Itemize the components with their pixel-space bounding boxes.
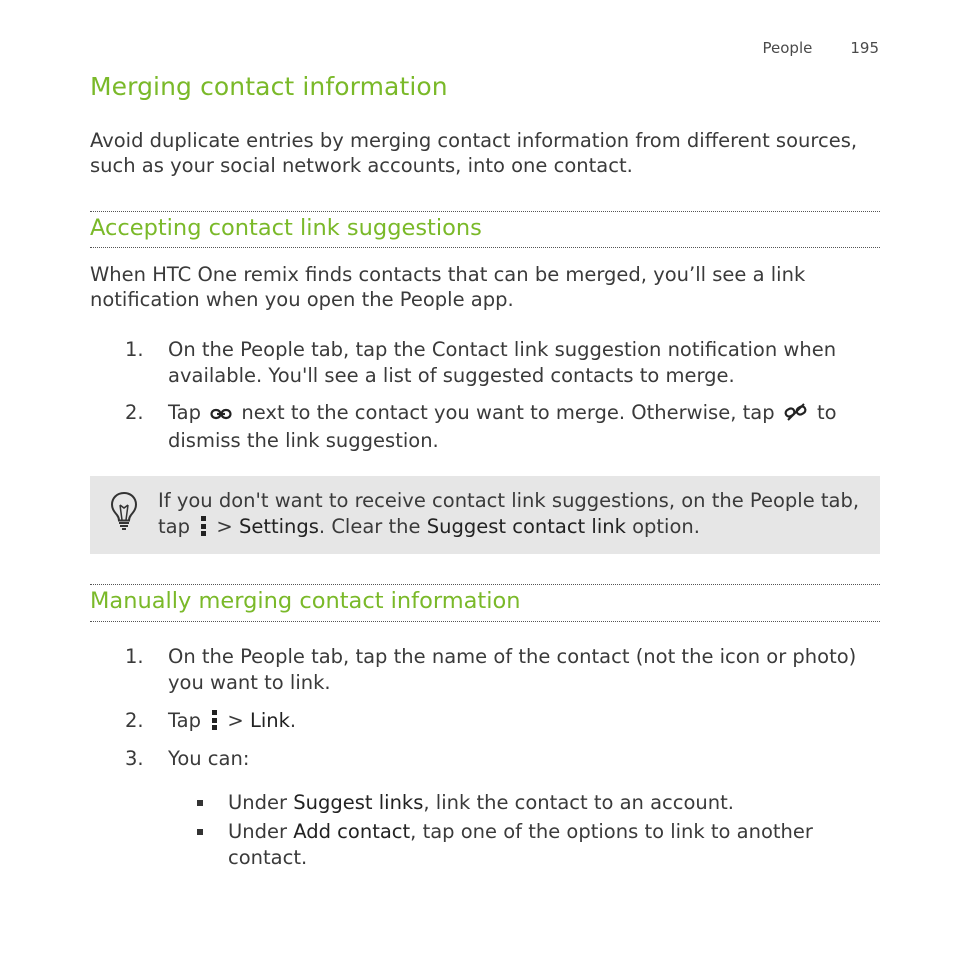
lightbulb-icon xyxy=(110,491,138,535)
section-heading-text: Accepting contact link suggestions xyxy=(90,215,482,241)
tip-note xyxy=(90,476,880,554)
settings-menu-label: Settings xyxy=(238,515,319,538)
step-number: 2. xyxy=(125,709,144,732)
suggest-links-label: Suggest links xyxy=(293,791,424,814)
section1-intro: When HTC One remix finds contacts that can be merged, you’ll see a link notification when you open the People app. xyxy=(90,263,806,311)
step-text: On the People tab, tap the Contact link suggestion notification when available. You'll see a list of suggested contacts to merge. xyxy=(168,338,837,387)
unlink-icon xyxy=(784,402,808,428)
running-header xyxy=(763,39,879,57)
tip-text xyxy=(158,488,873,540)
bullet-text-part: , tap one of the options to link to another contact. xyxy=(228,820,813,869)
link-icon xyxy=(210,402,232,428)
step-number: 3. xyxy=(125,747,144,770)
bullet-item xyxy=(90,790,880,816)
step-text-part: to dismiss the link suggestion. xyxy=(168,401,837,452)
tip-text-part: > xyxy=(216,515,233,538)
step-number: 1. xyxy=(125,645,144,668)
step-text-part: Tap xyxy=(168,401,202,424)
step-text-part: next to the contact you want to merge. Otherwise, tap xyxy=(241,401,775,424)
page-title: Merging contact information xyxy=(90,72,448,101)
step-1 xyxy=(90,337,880,389)
suggest-contact-link-label: Suggest contact link xyxy=(426,515,626,538)
step-text-part: . xyxy=(289,709,297,732)
step-text: On the People tab, tap the name of the contact (not the icon or photo) you want to link. xyxy=(168,645,857,694)
more-vertical-icon xyxy=(199,516,207,536)
bullet-text-part: Under xyxy=(228,820,288,843)
section-heading-manual xyxy=(90,584,880,622)
link-menu-label: Link xyxy=(249,709,290,732)
tip-text-part: If you don't want to receive contact link suggestions, on the People tab, tap xyxy=(158,489,860,538)
more-vertical-icon xyxy=(210,710,218,730)
add-contact-label: Add contact xyxy=(293,820,411,843)
intro-paragraph: Avoid duplicate entries by merging contact information from different sources, such as your social network accounts, into one contact. xyxy=(90,129,858,177)
page-number: 195 xyxy=(850,39,879,57)
step-number: 1. xyxy=(125,338,144,361)
step-text-part: Tap xyxy=(168,709,202,732)
step-3 xyxy=(90,746,880,772)
step-2 xyxy=(90,400,880,454)
bullet-text-part: Under xyxy=(228,791,288,814)
bullet-text xyxy=(228,790,880,816)
bullet-item xyxy=(90,819,880,871)
step-text xyxy=(168,400,880,454)
step-1 xyxy=(90,644,880,696)
section-heading-accepting xyxy=(90,211,880,248)
bullet-marker xyxy=(197,800,203,806)
step-text xyxy=(168,708,880,734)
step-2 xyxy=(90,708,880,734)
section-heading-text: Manually merging contact information xyxy=(90,588,521,614)
step-number: 2. xyxy=(125,401,144,424)
bullet-text-part: , link the contact to an account. xyxy=(423,791,734,814)
bullet-marker xyxy=(197,829,203,835)
bullet-text xyxy=(228,819,880,871)
step-text-part: > xyxy=(227,709,244,732)
tip-text-part: option. xyxy=(632,515,700,538)
step-text: You can: xyxy=(168,747,250,770)
running-header-section: People xyxy=(762,39,813,57)
tip-text-part: . Clear the xyxy=(318,515,421,538)
